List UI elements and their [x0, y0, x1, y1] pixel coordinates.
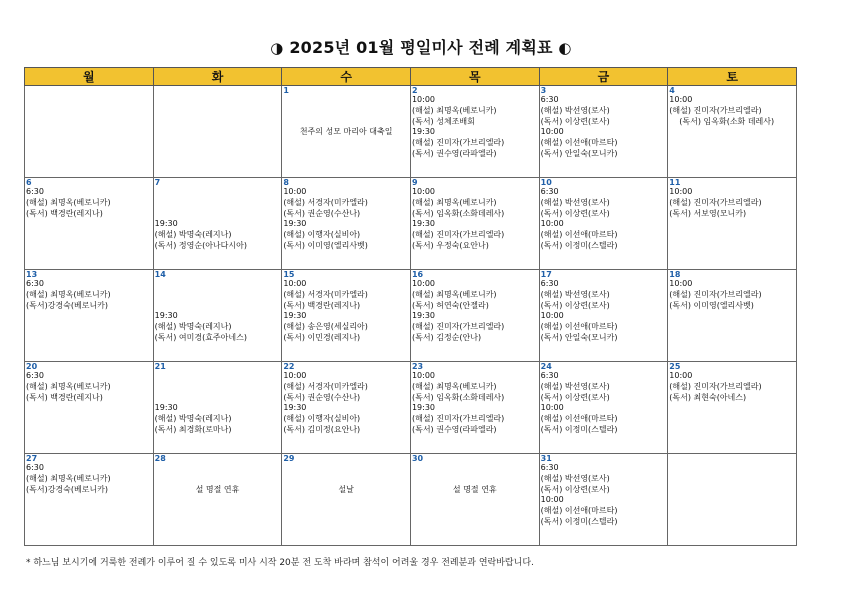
- schedule-line: 6:30: [26, 463, 44, 472]
- day-number: 28: [154, 454, 166, 463]
- schedule-line: (해설) 최명옥(베로니카): [411, 289, 497, 299]
- day-number: 16: [411, 270, 424, 279]
- schedule-line: (해설) 진미자(가브리엘라): [411, 138, 505, 148]
- day-cell: [539, 454, 668, 546]
- day-cell: [539, 86, 668, 178]
- day-cell: [539, 178, 668, 270]
- schedule-line: (독서) 백경란(레지나): [26, 392, 103, 402]
- schedule-line: 10:00: [283, 371, 307, 380]
- day-cell: [25, 86, 154, 178]
- schedule-line: (해설) 최명옥(베로니카): [411, 381, 497, 391]
- schedule-line: (독서) 김미정(요안나): [283, 424, 361, 434]
- schedule-line: (해설) 이행자(실비아): [283, 414, 361, 424]
- schedule-line: (독서) 김정순(안나): [411, 332, 482, 342]
- day-cell: [282, 86, 411, 178]
- day-cell: [539, 362, 668, 454]
- schedule-line: (해설) 박선영(로사): [540, 381, 610, 391]
- day-cell: [25, 178, 154, 270]
- schedule-line: 10:00: [669, 187, 693, 196]
- schedule-line: (해설) 진미자(가브리엘라): [669, 289, 762, 299]
- schedule-line: (독서) 이정미(스텔라): [540, 240, 618, 250]
- schedule-line: 10:00: [669, 279, 693, 288]
- day-cell: [153, 454, 282, 546]
- holiday-label: 설 명절 연휴: [452, 484, 497, 494]
- schedule-line: 10:00: [411, 95, 436, 104]
- week-row: [25, 454, 797, 546]
- spacer: [155, 463, 281, 474]
- schedule-line: (독서) 임옥화(소화데레사): [411, 208, 505, 218]
- schedule-line: (독서) 이민경(레지나): [283, 332, 361, 342]
- day-cell: [153, 362, 282, 454]
- weekday-header-row: [25, 68, 797, 86]
- schedule-line: (독서) 임옥화(소화데레사): [411, 392, 505, 402]
- schedule-line: (해설) 최명옥(베로니카): [411, 197, 497, 207]
- schedule-line: 6:30: [26, 279, 44, 288]
- spacer: [283, 106, 409, 117]
- schedule-line: 6:30: [540, 95, 559, 104]
- spacer: [283, 463, 409, 474]
- schedule-line: (해설) 서경자(미카엘라): [283, 289, 368, 299]
- schedule-line: (해설) 박선영(로사): [540, 197, 610, 207]
- schedule-line: (독서) 안일숙(모니카): [540, 332, 618, 342]
- schedule-line: 19:30: [283, 311, 307, 321]
- schedule-line: (해설) 이행자(실비아): [283, 230, 361, 240]
- day-cell: [668, 178, 797, 270]
- schedule-line: (독서) 권순영(수산나): [283, 392, 361, 402]
- schedule-line: 10:00: [669, 95, 693, 104]
- spacer: [412, 474, 538, 485]
- week-row: [25, 86, 797, 178]
- schedule-line: 6:30: [540, 279, 559, 288]
- weekday-header-wed: 수: [282, 68, 411, 86]
- schedule-line: (해설) 최명옥(베로니카): [26, 289, 111, 299]
- schedule-line: 10:00: [540, 495, 564, 505]
- schedule-line: (독서) 임옥화(소화 데레사): [679, 116, 775, 126]
- spacer: [155, 382, 281, 393]
- day-number: 14: [154, 270, 166, 279]
- day-cell: [539, 270, 668, 362]
- day-cell: [282, 362, 411, 454]
- schedule-line: (해설) 최명옥(베로니카): [26, 197, 111, 207]
- schedule-line: (해설) 이선애(마르타): [540, 138, 618, 148]
- day-cell: [282, 178, 411, 270]
- schedule-line: 10:00: [540, 127, 564, 137]
- schedule-line: (해설) 박명숙(레지나): [154, 414, 232, 424]
- day-number: 8: [283, 178, 289, 187]
- day-cell: [25, 270, 154, 362]
- spacer: [283, 474, 409, 485]
- schedule-line: 6:30: [26, 371, 44, 380]
- day-cell: [153, 178, 282, 270]
- schedule-line: (해설) 박명숙(레지나): [154, 230, 232, 240]
- schedule-line: (독서)강경숙(베로니카): [26, 484, 109, 494]
- schedule-line: (독서) 백경란(레지나): [283, 300, 361, 310]
- spacer: [155, 393, 281, 404]
- schedule-line: (해설) 최명옥(베로니카): [26, 381, 111, 391]
- spacer: [155, 474, 281, 485]
- schedule-line: (독서) 이상련(로사): [540, 116, 610, 126]
- day-number: 2: [411, 86, 418, 95]
- schedule-body: [25, 86, 797, 546]
- schedule-line: (해설) 박선영(로사): [540, 105, 610, 115]
- day-number: 27: [26, 454, 38, 463]
- schedule-line: (독서) 권수영(라파엘라): [411, 424, 497, 434]
- holiday-label: 천주의 성모 마리아 대축일: [299, 127, 393, 137]
- spacer: [283, 117, 409, 128]
- half-circle-left-icon: ◑: [270, 39, 284, 57]
- weekday-header-thu: 목: [410, 68, 539, 86]
- schedule-line: 19:30: [154, 311, 178, 321]
- schedule-line: (독서) 성체조배회: [411, 116, 475, 126]
- week-row: [25, 178, 797, 270]
- day-number: 31: [540, 454, 552, 463]
- schedule-line: (해설) 박선영(로사): [540, 473, 610, 483]
- day-cell: [668, 86, 797, 178]
- schedule-line: (해설) 이선애(마르타): [540, 230, 618, 240]
- day-cell: [282, 270, 411, 362]
- schedule-line: (독서) 이정미(스텔라): [540, 424, 618, 434]
- day-number: 6: [26, 178, 32, 187]
- schedule-line: (독서) 이정미(스텔라): [540, 516, 618, 526]
- day-number: 18: [669, 270, 681, 279]
- spacer: [155, 187, 281, 198]
- day-cell: [410, 362, 539, 454]
- spacer: [155, 301, 281, 312]
- schedule-line: (독서) 이상련(로사): [540, 300, 610, 310]
- week-row: [25, 270, 797, 362]
- title-text: 2025년 01월 평일미사 전례 계획표: [289, 38, 553, 57]
- schedule-line: 19:30: [411, 403, 436, 413]
- schedule-line: (독서) 이상련(로사): [540, 392, 610, 402]
- schedule-line: (해설) 서경자(미카엘라): [283, 197, 368, 207]
- weekday-header-sat: 토: [668, 68, 797, 86]
- day-number: 13: [26, 270, 38, 279]
- day-cell: [25, 454, 154, 546]
- day-cell: [153, 86, 282, 178]
- schedule-line: 6:30: [26, 187, 44, 196]
- schedule-line: (해설) 진미자(가브리엘라): [411, 322, 505, 332]
- weekday-header-tue: 화: [153, 68, 282, 86]
- schedule-line: 10:00: [411, 187, 436, 196]
- day-cell: [153, 270, 282, 362]
- day-number: 23: [411, 362, 424, 371]
- schedule-line: (해설) 이선애(마르타): [540, 506, 618, 516]
- schedule-line: 19:30: [411, 127, 436, 137]
- schedule-line: 10:00: [540, 403, 564, 413]
- holiday-label: 설 명절 연휴: [195, 484, 240, 494]
- schedule-line: (해설) 최명옥(베로니카): [26, 473, 111, 483]
- day-number: 21: [154, 362, 166, 371]
- spacer: [155, 198, 281, 209]
- schedule-line: 19:30: [411, 219, 436, 229]
- half-circle-right-icon: ◐: [558, 39, 572, 57]
- day-number: 10: [540, 178, 552, 187]
- schedule-line: (독서) 여미경(효주아네스): [154, 332, 247, 342]
- schedule-line: 10:00: [411, 279, 436, 288]
- schedule-line: (해설) 진미자(가브리엘라): [411, 230, 505, 240]
- day-number: 1: [283, 86, 289, 95]
- spacer: [155, 290, 281, 301]
- schedule-line: (해설) 진미자(가브리엘라): [669, 381, 762, 391]
- spacer: [155, 209, 281, 220]
- day-number: 15: [283, 270, 295, 279]
- day-number: 17: [540, 270, 552, 279]
- weekday-header-mon: 월: [25, 68, 154, 86]
- schedule-line: (해설) 박명숙(레지나): [154, 322, 232, 332]
- day-number: 30: [411, 454, 424, 463]
- schedule-line: (해설) 서경자(미카엘라): [283, 381, 368, 391]
- day-cell: [668, 362, 797, 454]
- schedule-line: (해설) 진미자(가브리엘라): [411, 414, 505, 424]
- day-cell: [410, 86, 539, 178]
- day-cell: [668, 270, 797, 362]
- spacer: [155, 279, 281, 290]
- schedule-line: 10:00: [540, 311, 564, 321]
- day-cell: [668, 454, 797, 546]
- weekday-header-fri: 금: [539, 68, 668, 86]
- schedule-line: (독서) 안일숙(모니카): [540, 148, 618, 158]
- schedule-line: (해설) 진미자(가브리엘라): [669, 105, 762, 115]
- schedule-line: 19:30: [154, 403, 178, 413]
- day-number: 11: [669, 178, 681, 187]
- schedule-line: 6:30: [540, 371, 559, 380]
- schedule-line: 10:00: [669, 371, 693, 380]
- schedule-line: (해설) 진미자(가브리엘라): [669, 197, 762, 207]
- schedule-line: (독서) 허연숙(안젤라): [411, 300, 489, 310]
- schedule-line: (독서) 이상련(로사): [540, 208, 610, 218]
- schedule-line: (해설) 이선애(마르타): [540, 414, 618, 424]
- schedule-line: 10:00: [540, 219, 564, 229]
- day-number: 9: [411, 178, 418, 187]
- day-cell: [410, 178, 539, 270]
- schedule-line: (독서) 이미영(엘리사벳): [669, 300, 754, 310]
- schedule-line: 19:30: [283, 219, 307, 229]
- day-number: 22: [283, 362, 295, 371]
- schedule-line: (독서) 정영순(아나다시아): [154, 240, 247, 250]
- day-number: 20: [26, 362, 38, 371]
- schedule-line: 19:30: [411, 311, 436, 321]
- schedule-line: (해설) 송은영(세실리아): [283, 322, 368, 332]
- schedule-line: (독서) 권순영(수산나): [283, 208, 361, 218]
- schedule-line: (독서) 이상련(로사): [540, 484, 610, 494]
- schedule-line: 6:30: [540, 463, 559, 472]
- day-cell: [282, 454, 411, 546]
- schedule-line: (독서) 이미영(엘리사벳): [283, 240, 368, 250]
- schedule-line: (독서) 최현숙(아네스): [669, 392, 747, 402]
- day-cell: [25, 362, 154, 454]
- spacer: [155, 371, 281, 382]
- schedule-line: 6:30: [540, 187, 559, 196]
- schedule-line: (독서) 백경란(레지나): [26, 208, 103, 218]
- spacer: [283, 95, 409, 106]
- day-number: 7: [154, 178, 161, 187]
- schedule-line: (독서) 우정숙(요안나): [411, 240, 489, 250]
- schedule-line: 10:00: [283, 187, 307, 196]
- schedule-line: (독서) 권수영(라파엘라): [411, 148, 497, 158]
- schedule-line: (해설) 최명옥(베로니카): [411, 105, 497, 115]
- schedule-line: 10:00: [283, 279, 307, 288]
- schedule-line: (해설) 이선애(마르타): [540, 322, 618, 332]
- day-cell: [410, 454, 539, 546]
- spacer: [412, 463, 538, 474]
- schedule-line: (독서) 서보영(모니카): [669, 208, 747, 218]
- week-row: [25, 362, 797, 454]
- day-number: 24: [540, 362, 552, 371]
- day-cell: [410, 270, 539, 362]
- schedule-line: (독서)강경숙(베로니카): [26, 300, 109, 310]
- schedule-line: 19:30: [154, 219, 178, 229]
- holiday-label: 설날: [338, 484, 354, 494]
- day-number: 4: [669, 86, 675, 95]
- day-number: 29: [283, 454, 295, 463]
- schedule-table: [24, 67, 797, 546]
- schedule-line: (독서) 최경화(로마나): [154, 424, 232, 434]
- page-title: [0, 35, 842, 58]
- schedule-line: (해설) 박선영(로사): [540, 289, 610, 299]
- day-number: 3: [540, 86, 547, 95]
- schedule-line: 19:30: [283, 403, 307, 413]
- schedule-line: 10:00: [411, 371, 436, 380]
- footnote: * 하느님 보시기에 거룩한 전례가 이루어 질 수 있도록 미사 시작 20분 전 도착 바라며 참석이 어려울 경우 전례분과 연락바랍니다.: [26, 558, 534, 568]
- day-number: 25: [669, 362, 681, 371]
